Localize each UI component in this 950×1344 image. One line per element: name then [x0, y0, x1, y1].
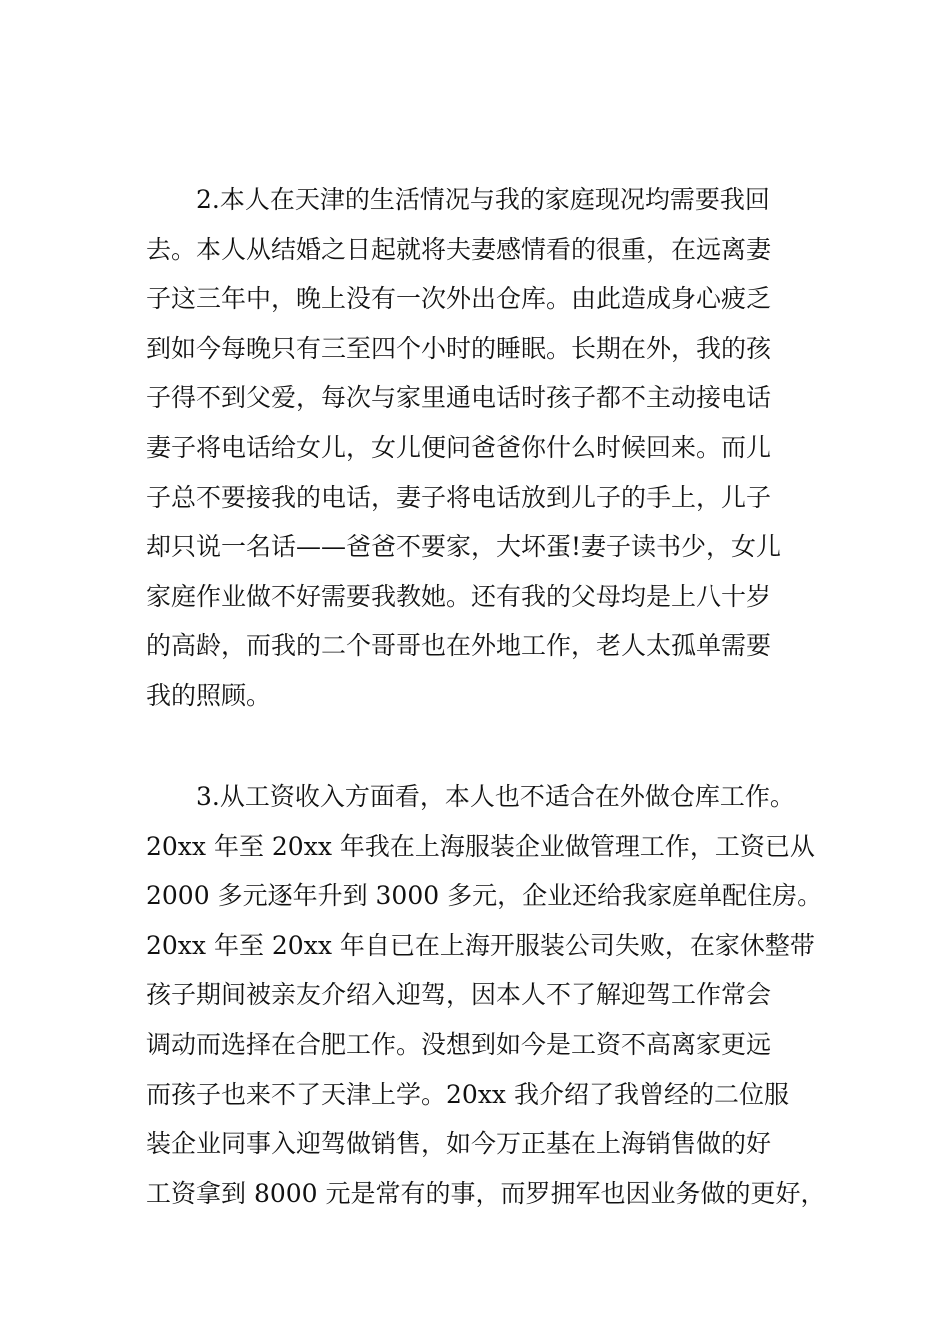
paragraph-line: 的高龄，而我的二个哥哥也在外地工作，老人太孤单需要 [146, 631, 772, 661]
paragraph-line: 子得不到父爱，每次与家里通电话时孩子都不主动接电话 [146, 383, 772, 413]
paragraph-line: 妻子将电话给女儿，女儿便问爸爸你什么时候回来。而儿 [146, 432, 772, 462]
paragraph-line: 装企业同事入迎驾做销售，如今万正基在上海销售做的好 [146, 1129, 772, 1159]
paragraph-line: 我的照顾。 [146, 680, 272, 710]
paragraph-line: 工资拿到 8000 元是常有的事，而罗拥军也因业务做的更好， [146, 1178, 826, 1208]
paragraph-living-situation [146, 175, 818, 721]
paragraph-line: 去。本人从结婚之日起就将夫妻感情看的很重，在远离妻 [146, 234, 772, 264]
paragraph-income [146, 772, 826, 1218]
paragraph-line: 家庭作业做不好需要我教她。还有我的父母均是上八十岁 [146, 581, 772, 611]
paragraph-line: 到如今每晚只有三至四个小时的睡眠。长期在外，我的孩 [146, 333, 772, 363]
paragraph-line: 2000 多元逐年升到 3000 多元，企业还给我家庭单配住房。 [146, 881, 823, 911]
paragraph-line: 子总不要接我的电话，妻子将电话放到儿子的手上，儿子 [146, 482, 772, 512]
paragraph-line: 却只说一名话——爸爸不要家，大坏蛋!妻子读书少，女儿 [146, 532, 782, 562]
paragraph-line: 而孩子也来不了天津上学。20xx 我介绍了我曾经的二位服 [146, 1079, 789, 1109]
paragraph-line: 2.本人在天津的生活情况与我的家庭现况均需要我回 [196, 185, 770, 214]
paragraph-line: 子这三年中，晚上没有一次外出仓库。由此造成身心疲乏 [146, 284, 772, 314]
paragraph-line: 3.从工资收入方面看，本人也不适合在外做仓库工作。 [196, 782, 795, 811]
paragraph-line: 孩子期间被亲友介绍入迎驾，因本人不了解迎驾工作常会 [146, 980, 772, 1010]
paragraph-line: 调动而选择在合肥工作。没想到如今是工资不高离家更远 [146, 1029, 772, 1059]
paragraph-line: 20xx 年至 20xx 年我在上海服装企业做管理工作，工资已从 [146, 831, 815, 861]
paragraph-line: 20xx 年至 20xx 年自已在上海开服装公司失败，在家休整带 [146, 930, 815, 960]
